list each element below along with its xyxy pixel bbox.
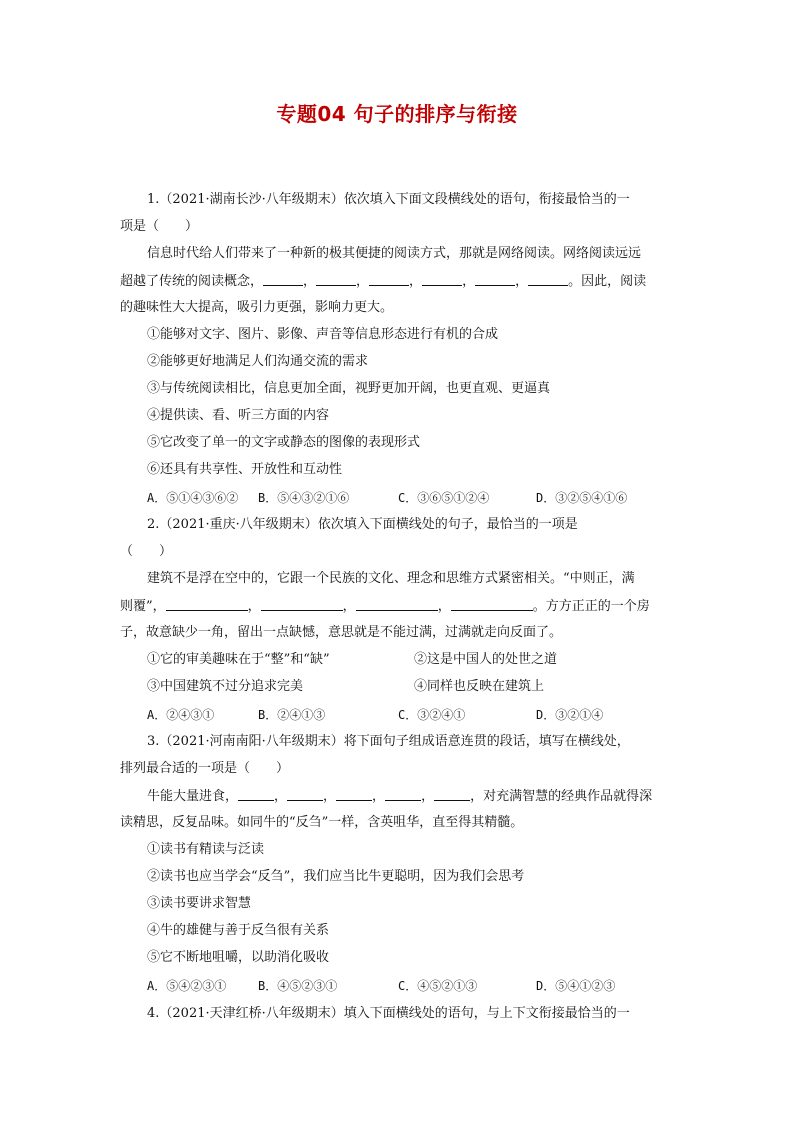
q2-option-d: D．③②①④: [536, 708, 604, 722]
q3-item: ⑤它不断地咀嚼，以助消化吸收: [147, 950, 330, 965]
q1-item: ②能够更好地满足人们沟通交流的需求: [147, 354, 369, 369]
q1-passage-text: 超越了传统的阅读概念，: [120, 274, 264, 289]
q1-passage-line2: 超越了传统的阅读概念， ， ， ， ， ， 。因此，阅读: [120, 274, 647, 289]
answer-blank: [528, 273, 568, 286]
q2-item: ④同样也反映在建筑上: [414, 679, 545, 694]
answer-blank: [263, 273, 303, 286]
q3-item: ④牛的雄健与善于反刍很有关系: [147, 923, 330, 938]
q1-option-d: D．③②⑤④①⑥: [536, 491, 628, 505]
document-title: 专题04 句子的排序与衔接: [276, 102, 518, 126]
q1-stem-line2: 项是（ ）: [120, 219, 199, 234]
q2-stem-line1: 2.（2021·重庆·八年级期末）依次填入下面横线处的句子，最恰当的一项是: [147, 517, 578, 532]
q3-item: ②读书也应当学会“反刍”，我们应当比牛更聪明，因为我们会思考: [147, 869, 525, 884]
q2-stem-line2: （ ）: [120, 544, 173, 559]
q2-item: ②这是中国人的处世之道: [414, 652, 558, 667]
answer-blank: [238, 788, 274, 801]
q2-passage-line3: 子，故意缺少一角，留出一点缺憾，意思就是不能过满，过满就走向反面了。: [120, 625, 563, 640]
q1-option-c: C．③⑥⑤①②④: [398, 491, 490, 505]
q3-passage-text: 牛能大量进食，: [147, 789, 239, 804]
q4-stem-line1: 4.（2021·天津红桥·八年级期末）填入下面横线处的语句，与上下文衔接最恰当的一: [147, 1006, 630, 1021]
q2-passage-line1: 建筑不是浮在空中的，它跟一个民族的文化、理念和思维方式紧密相关。“中则正，满: [147, 571, 635, 586]
answer-blank: [356, 598, 438, 611]
q1-option-b: B．⑤④③②①⑥: [258, 491, 350, 505]
answer-blank: [336, 788, 372, 801]
q1-passage-line1: 信息时代给人们带来了一种新的极其便捷的阅读方式，那就是网络阅读。网络阅读远远: [147, 246, 642, 261]
q1-item: ③与传统阅读相比，信息更加全面，视野更加开阔，也更直观、更逼真: [147, 381, 551, 396]
answer-blank: [451, 598, 533, 611]
answer-blank: [422, 273, 462, 286]
q3-option-a: A．⑤④②③①: [147, 979, 227, 993]
answer-blank: [475, 273, 515, 286]
q1-option-a: A．⑤①④③⑥②: [147, 491, 239, 505]
q2-option-c: C．③②④①: [398, 708, 466, 722]
answer-blank: [316, 273, 356, 286]
q1-item: ⑤它改变了单一的文字或静态的图像的表现形式: [147, 435, 421, 450]
q3-stem-line1: 3.（2021·河南南阳·八年级期末）将下面句子组成语意连贯的段话，填写在横线处，: [147, 734, 630, 749]
q3-passage-line1: 牛能大量进食， ， ， ， ， ，对充满智慧的经典作品就得深: [147, 789, 653, 804]
answer-blank: [385, 788, 421, 801]
q3-stem-line2: 排列最合适的一项是（ ）: [120, 761, 290, 776]
answer-blank: [261, 598, 343, 611]
q3-option-b: B．④⑤②③①: [258, 979, 338, 993]
answer-blank: [369, 273, 409, 286]
q1-stem-line1: 1.（2021·湖南长沙·八年级期末）依次填入下面文段横线处的语句，衔接最恰当的一: [147, 192, 630, 207]
q2-passage-text: 则覆”，: [120, 599, 166, 614]
answer-blank: [166, 598, 248, 611]
q3-item: ③读书要讲求智慧: [147, 896, 252, 911]
q2-option-b: B．②④①③: [258, 708, 326, 722]
q2-passage-line2: 则覆”， ， ， ， 。方方正正的一个房: [120, 599, 650, 614]
q3-option-d: D．⑤④①②③: [536, 979, 616, 993]
answer-blank: [287, 788, 323, 801]
q1-passage-text: 。因此，阅读: [568, 274, 647, 289]
q3-item: ①读书有精读与泛读: [147, 842, 265, 857]
q3-option-c: C．④⑤②①③: [398, 979, 478, 993]
q2-item: ③中国建筑不过分追求完美: [147, 679, 304, 694]
answer-blank: [434, 788, 470, 801]
q1-item: ④提供读、看、听三方面的内容: [147, 408, 330, 423]
q2-passage-text: 。方方正正的一个房: [532, 599, 650, 614]
q3-passage-line2: 读精思，反复品味。如同牛的“反刍”一样，含英咀华，直至得其精髓。: [120, 815, 524, 830]
q2-option-a: A．②④③①: [147, 708, 215, 722]
q3-passage-text: ，对充满智慧的经典作品就得深: [470, 789, 653, 804]
q1-item: ⑥还具有共享性、开放性和互动性: [147, 462, 343, 477]
q1-passage-line3: 的趣味性大大提高，吸引力更强，影响力更大。: [120, 300, 394, 315]
q1-item: ①能够对文字、图片、影像、声音等信息形态进行有机的合成: [147, 327, 499, 342]
q2-item: ①它的审美趣味在于“整”和“缺”: [147, 652, 330, 667]
